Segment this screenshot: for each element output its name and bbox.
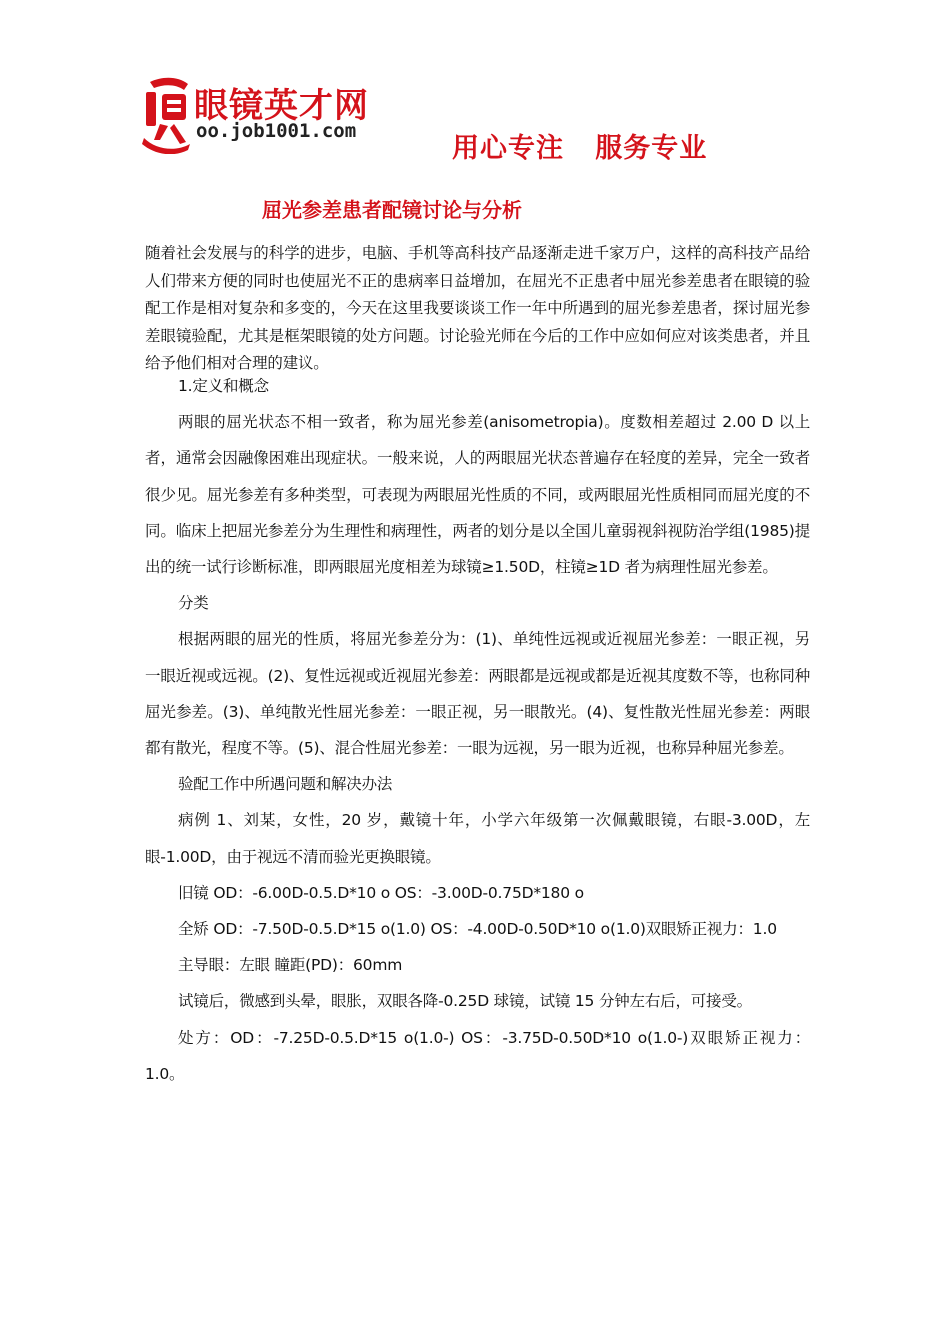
paragraph-full-correction: 全矫 OD：-7.50D-0.5.D*15 o(1.0) OS：-4.00D-0.50D*10 o(1.0)双眼矫正视力：1.0 [178,920,777,939]
logo-name: 眼镜英才网 [194,86,369,126]
paragraph-prescription: 处方：OD：-7.25D-0.5.D*15 o(1.0-) OS：-3.75D-0.50D*10 o(1.0-)双眼矫正视力：1.0。 [145,1028,810,1083]
document-body [145,368,810,1092]
resume-logo-icon [140,74,192,154]
logo-url: oo.job1001.com [196,120,357,142]
paragraph-classification: 根据两眼的屈光的性质，将屈光参差分为：(1)、单纯性远视或近视屈光参差：一眼正视，另一眼近视或远视。(2)、复性远视或近视屈光参差：两眼都是远视或都是近视其度数不等，也称同种屈光参差。(3)、单纯散光性屈光参差：一眼正视，另一眼散光。(4)、复性散光性屈光参差：两眼都有散光，程度不等。(5)、混合性屈光参差：一眼为远视，另一眼为近视，也称异种屈光参差。 [145,630,810,758]
section-heading-classification: 分类 [178,594,209,613]
section-heading-problems: 验配工作中所遇问题和解决办法 [178,775,393,794]
paragraph-case-1: 病例 1、刘某，女性，20 岁，戴镜十年，小学六年级第一次佩戴眼镜，右眼-3.00D，左眼-1.00D，由于视远不清而验光更换眼镜。 [145,811,810,866]
paragraph-dominant-eye: 主导眼：左眼 瞳距(PD)：60mm [178,956,403,975]
document-title: 屈光参差患者配镜讨论与分析 [262,198,522,222]
paragraph-old-glasses: 旧镜 OD：-6.00D-0.5.D*10 o OS：-3.00D-0.75D*180 o [178,883,584,902]
slogan: 用心专注 服务专业 [452,133,708,164]
section-heading-definition: 1.定义和概念 [178,377,269,395]
site-logo[interactable] [140,74,400,154]
paragraph-definition: 两眼的屈光状态不相一致者，称为屈光参差(anisometropia)。度数相差超过 2.00 D 以上者，通常会因融像困难出现症状。一般来说，人的两眼屈光状态普遍存在轻度的差异，完全一致者很少见。屈光参差有多种类型，可表现为两眼屈光性质的不同，或两眼屈光性质相同而屈光度的不同。临床上把屈光参差分为生理性和病理性，两者的划分是以全国儿童弱视斜视防治学组(1985)提出的统一试行诊断标准，即两眼屈光度相差为球镜≥1.50D，柱镜≥1D 者为病理性屈光参差。 [145,413,810,577]
intro-paragraph [145,240,810,378]
paragraph-trial: 试镜后，微感到头晕，眼胀，双眼各降-0.25D 球镜，试镜 15 分钟左右后，可接受。 [178,992,752,1011]
intro-text: 随着社会发展与的科学的进步，电脑、手机等高科技产品逐渐走进千家万户，这样的高科技产品给人们带来方便的同时也使屈光不正的患病率日益增加，在屈光不正患者中屈光参差患者在眼镜的验配工作是相对复杂和多变的，今天在这里我要谈谈工作一年中所遇到的屈光参差患者，探讨屈光参差眼镜验配，尤其是框架眼镜的处方问题。讨论验光师在今后的工作中应如何应对该类患者，并且给予他们相对合理的建议。 [145,244,810,372]
